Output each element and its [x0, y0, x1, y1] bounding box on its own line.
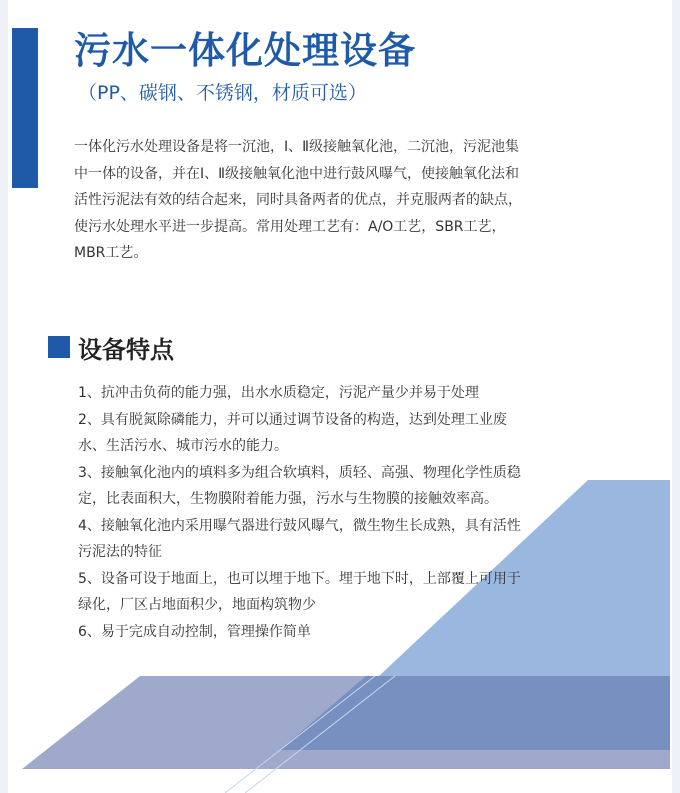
intro-paragraph: 一体化污水处理设备是将一沉池，Ⅰ、Ⅱ级接触氧化池，二沉池，污泥池集中一体的设备，并在Ⅰ、Ⅱ级接触氧化池中进行鼓风曝气，使接触氧化法和活性污泥法有效的结合起来，同时具备两者的优点，并克服两者的缺点，使污水处理水平进一步提高。常用处理工艺有：A/O工艺，SBR工艺，MBR工艺。	[74, 139, 522, 261]
feature-item: 1、抗冲击负荷的能力强，出水水质稳定，污泥产量少并易于处理	[78, 385, 479, 401]
feature-item: 5、设备可设于地面上，也可以埋于地下。埋于地下时，上部覆上可用于绿化，厂区占地面积少，地面构筑物少	[78, 570, 521, 613]
feature-item: 3、接触氧化池内的填料多为组合软填料，质轻、高强、物理化学性质稳定，比表面积大，生物膜附着能力强，污水与生物膜的接触效率高。	[78, 464, 521, 507]
feature-item: 2、具有脱氮除磷能力，并可以通过调节设备的构造，达到处理工业废水、生活污水、城市污水的能力。	[78, 411, 507, 454]
section-title: 设备特点	[78, 336, 174, 364]
feature-item: 4、接触氧化池内采用曝气器进行鼓风曝气，微生物生长成熟，具有活性污泥法的特征	[78, 517, 521, 560]
feature-list	[78, 380, 530, 645]
page-subtitle: （PP、碳钢、不锈钢，材质可选）	[78, 82, 367, 104]
feature-item: 6、易于完成自动控制，管理操作简单	[78, 623, 311, 640]
page-title: 污水一体化处理设备	[74, 29, 416, 72]
